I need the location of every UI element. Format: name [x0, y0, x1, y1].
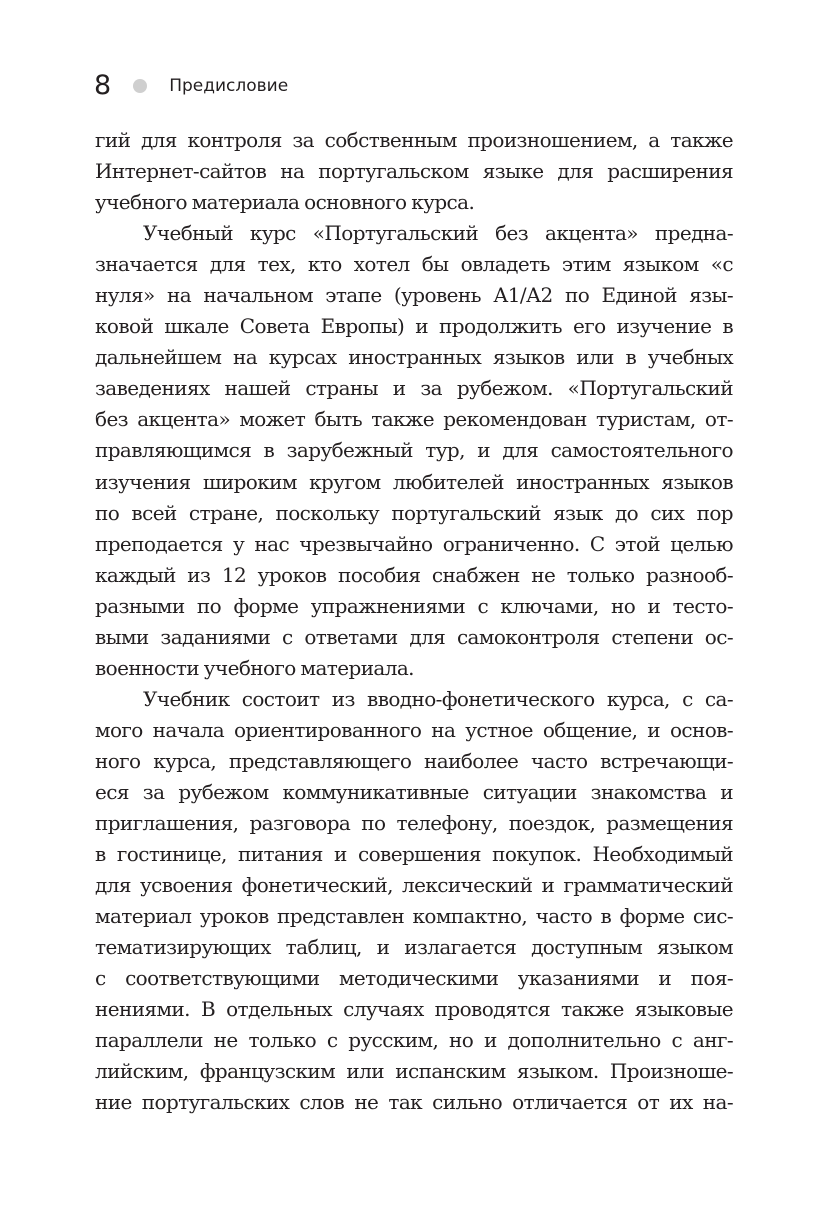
running-head	[94, 68, 288, 104]
text-line: ного курса, представляющего наиболее часто встречающи-	[95, 748, 733, 773]
section-title: Предисловие	[169, 76, 289, 96]
text-line: ковой шкале Совета Европы) и продолжить его изучение в	[95, 314, 733, 339]
body-text	[95, 125, 733, 1119]
text-line: нуля» на начальном этапе (уровень А1/А2 по Единой язы-	[95, 283, 733, 308]
text-line: в гостинице, питания и совершения покупок. Необходимый	[95, 842, 733, 867]
text-line: тематизирующих таблиц, и излагается доступным языком	[95, 935, 733, 960]
text-line: для усвоения фонетический, лексический и грамматический	[95, 873, 733, 898]
text-line: по всей стране, поскольку португальский язык до сих пор	[95, 500, 733, 525]
text-line: гий для контроля за собственным произношением, а также	[95, 128, 733, 152]
text-line: параллели не только с русским, но и дополнительно с анг-	[95, 1028, 733, 1053]
text-line: Учебник состоит из вводно-фонетического курса, с са-	[143, 686, 733, 711]
text-line: с соответствующими методическими указаниями и поя-	[95, 966, 733, 991]
page-number: 8	[94, 70, 112, 101]
text-line: выми заданиями с ответами для самоконтроля степени ос-	[95, 624, 733, 649]
text-line: военности учебного материала.	[95, 655, 414, 680]
text-line: каждый из 12 уроков пособия снабжен не только разнооб-	[95, 562, 733, 587]
text-line: учебного материала основного курса.	[95, 190, 475, 215]
text-line: нениями. В отдельных случаях проводятся также языковые	[95, 997, 733, 1022]
text-line: Учебный курс «Португальский без акцента» предна-	[143, 221, 733, 246]
text-line: правляющимся в зарубежный тур, и для самостоятельного	[95, 438, 733, 463]
text-line: Интернет-сайтов на португальском языке для расширения	[95, 159, 733, 184]
text-line: еся за рубежом коммуникативные ситуации знакомства и	[95, 779, 733, 804]
text-line: преподается у нас чрезвычайно ограниченно. С этой целью	[95, 531, 733, 556]
text-line: значается для тех, кто хотел бы овладеть этим языком «с	[95, 252, 733, 277]
text-line: материал уроков представлен компактно, часто в форме сис-	[95, 904, 733, 929]
text-line: мого начала ориентированного на устное общение, и основ-	[95, 717, 733, 742]
text-line: приглашения, разговора по телефону, поездок, размещения	[95, 811, 733, 836]
text-line: лийским, французским или испанским языком. Произноше-	[95, 1059, 733, 1084]
text-line: без акцента» может быть также рекомендован туристам, от-	[95, 407, 733, 432]
text-line: заведениях нашей страны и за рубежом. «Португальский	[95, 376, 733, 401]
text-line: дальнейшем на курсах иностранных языков или в учебных	[95, 345, 733, 370]
separator-dot-icon	[133, 79, 147, 93]
text-line: изучения широким кругом любителей иностранных языков	[95, 469, 733, 494]
text-line: разными по форме упражнениями с ключами, но и тесто-	[95, 593, 733, 618]
text-line: ние португальских слов не так сильно отличается от их на-	[95, 1090, 733, 1115]
